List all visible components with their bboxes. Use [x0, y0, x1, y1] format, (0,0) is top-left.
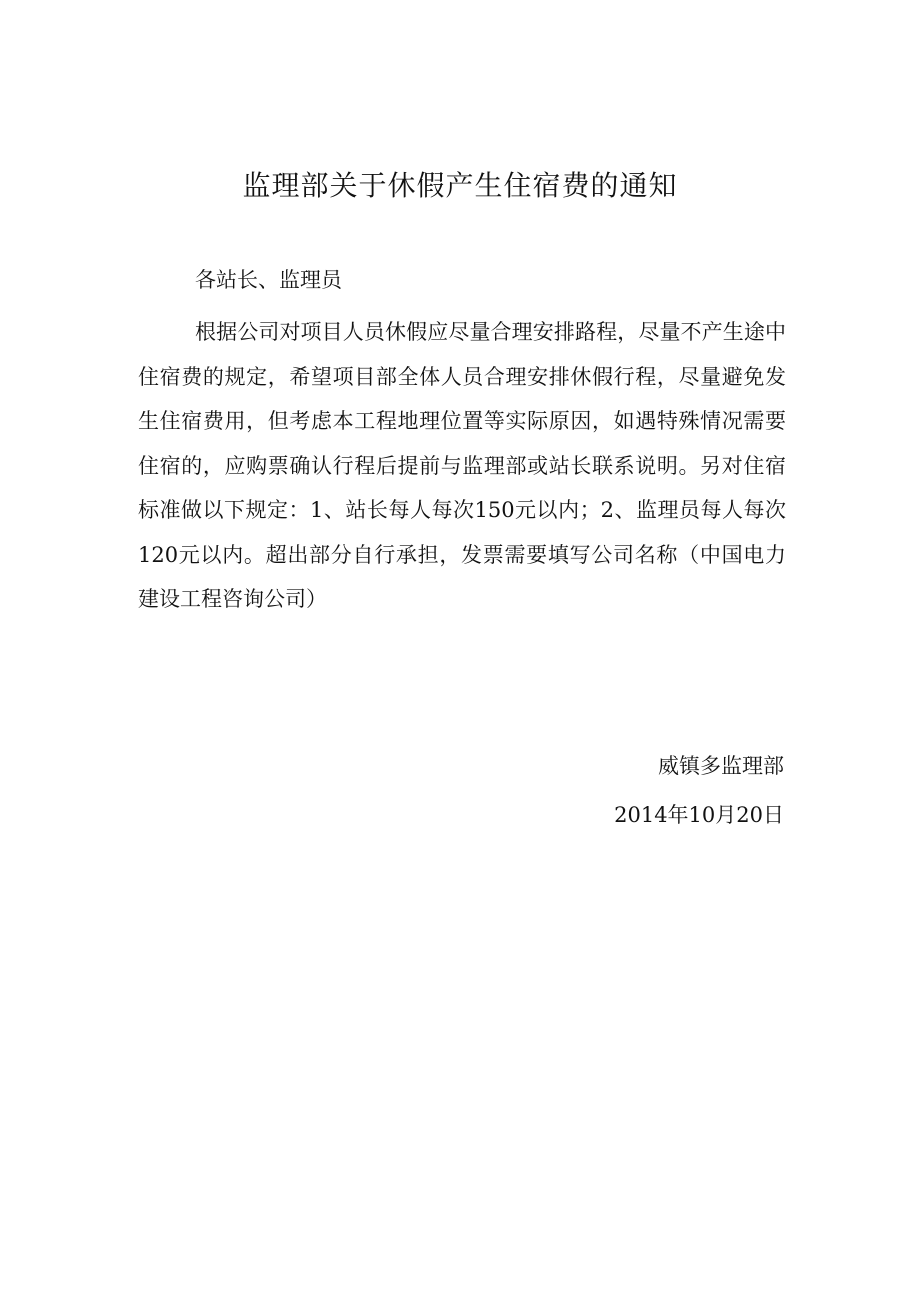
- signature-date: 2014年10月20日: [614, 803, 784, 827]
- signature-organization: 威镇多监理部: [658, 754, 784, 778]
- body-paragraph: 根据公司对项目人员休假应尽量合理安排路程，尽量不产生途中住宿费的规定，希望项目部全体人员合理安排休假行程，尽量避免发生住宿费用，但考虑本工程地理位置等实际原因，如遇特殊情况需要住宿的，应购票确认行程后提前与监理部或站长联系说明。另对住宿标准做以下规定：1、站长每人每次150元以内；2、监理员每人每次120元以内。超出部分自行承担，发票需要填写公司名称（中国电力建设工程咨询公司）: [138, 320, 786, 611]
- document-title: 监理部关于休假产生住宿费的通知: [242, 169, 678, 202]
- salutation: 各站长、监理员: [195, 268, 342, 292]
